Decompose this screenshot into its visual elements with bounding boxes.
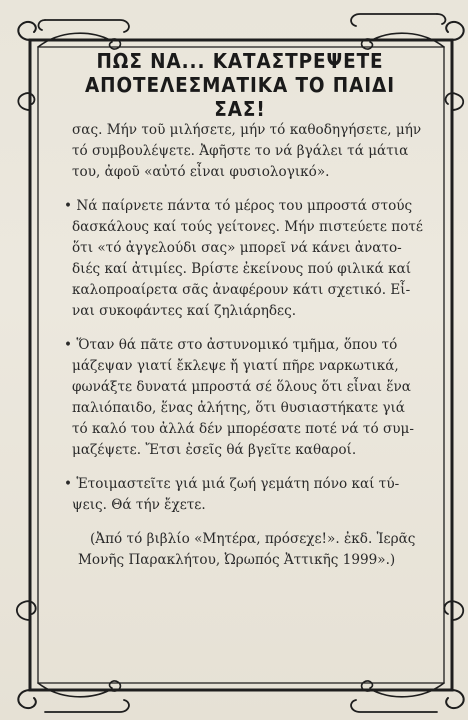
title-line-1: ΠΩΣ ΝΑ... ΚΑΤΑΣΤΡΕΨΕΤΕ (96, 49, 384, 73)
text-line: ψεις. Θά τήν ἔχετε. (72, 497, 206, 513)
body-text (64, 120, 424, 571)
text-line: τό καλό του ἀλλά δέν μπορέσατε ποτέ νά τό συμ- (72, 421, 414, 437)
text-line: • Ὅταν θά πᾶτε στο ἀστυνομικό τμῆμα, ὅπου τό (64, 337, 398, 353)
text-line: • Ἑτοιμαστεῖτε γιά μιά ζωή γεμάτη πόνο καί τύ- (64, 476, 400, 492)
text-line: διές καί ἀτιμίες. Βρίστε ἐκείνους πού φιλικά καί (72, 261, 412, 277)
text-line: μάζεψαν γιατί ἔκλεψε ἤ γιατί πῆρε ναρκωτικά, (72, 358, 399, 374)
text-line: φωνάξτε δυνατά μπροστά σέ ὅλους ὅτι εἶναι ἕνα (72, 379, 411, 395)
title-line-2: ΑΠΟΤΕΛΕΣΜΑΤΙΚΑ ΤΟ ΠΑΙΔΙ ΣΑΣ! (85, 73, 395, 121)
text-line: σας. Μήν τοῦ μιλήσετε, μήν τό καθοδηγήσετε, μήν (72, 122, 422, 138)
text-line: ναι συκοφάντες καί ζηλιάρηδες. (72, 303, 297, 319)
paragraph (72, 120, 424, 183)
text-line: (Ἀπό τό βιβλίο «Μητέρα, πρόσεχε!». ἐκδ. Ἱερᾶς (90, 531, 416, 547)
text-line: Μονῆς Παρακλήτου, Ὠρωπός Ἀττικῆς 1999».) (78, 552, 396, 568)
text-line: παλιόπαιδο, ἕνας ἀλήτης, ὅτι θυσιαστήκατε γιά (72, 400, 405, 416)
text-line: του, ἀφοῦ «αὐτό εἶναι φυσιολογικό». (72, 164, 330, 180)
text-line: μαζέψετε. Ἔτσι ἐσεῖς θά βγεῖτε καθαροί. (72, 442, 357, 458)
text-line: τό συμβουλέψετε. Ἀφῆστε το νά βγάλει τά μάτια (72, 143, 409, 159)
text-line: ὅτι «τό ἀγγελούδι σας» μπορεῖ νά κάνει ἀνατο- (72, 240, 402, 256)
text-line: καλοπροαίρετα σᾶς ἀναφέρουν κάτι σχετικό. Εἶ- (72, 282, 411, 298)
text-line: δασκάλους καί τούς γείτονες. Μήν πιστεύετε ποτέ (72, 219, 423, 235)
paragraph (64, 335, 424, 461)
citation (78, 529, 424, 571)
text-line: • Νά παίρνετε πάντα τό μέρος του μπροστά στούς (64, 198, 413, 214)
paragraph (64, 474, 424, 516)
paragraph (64, 196, 424, 322)
